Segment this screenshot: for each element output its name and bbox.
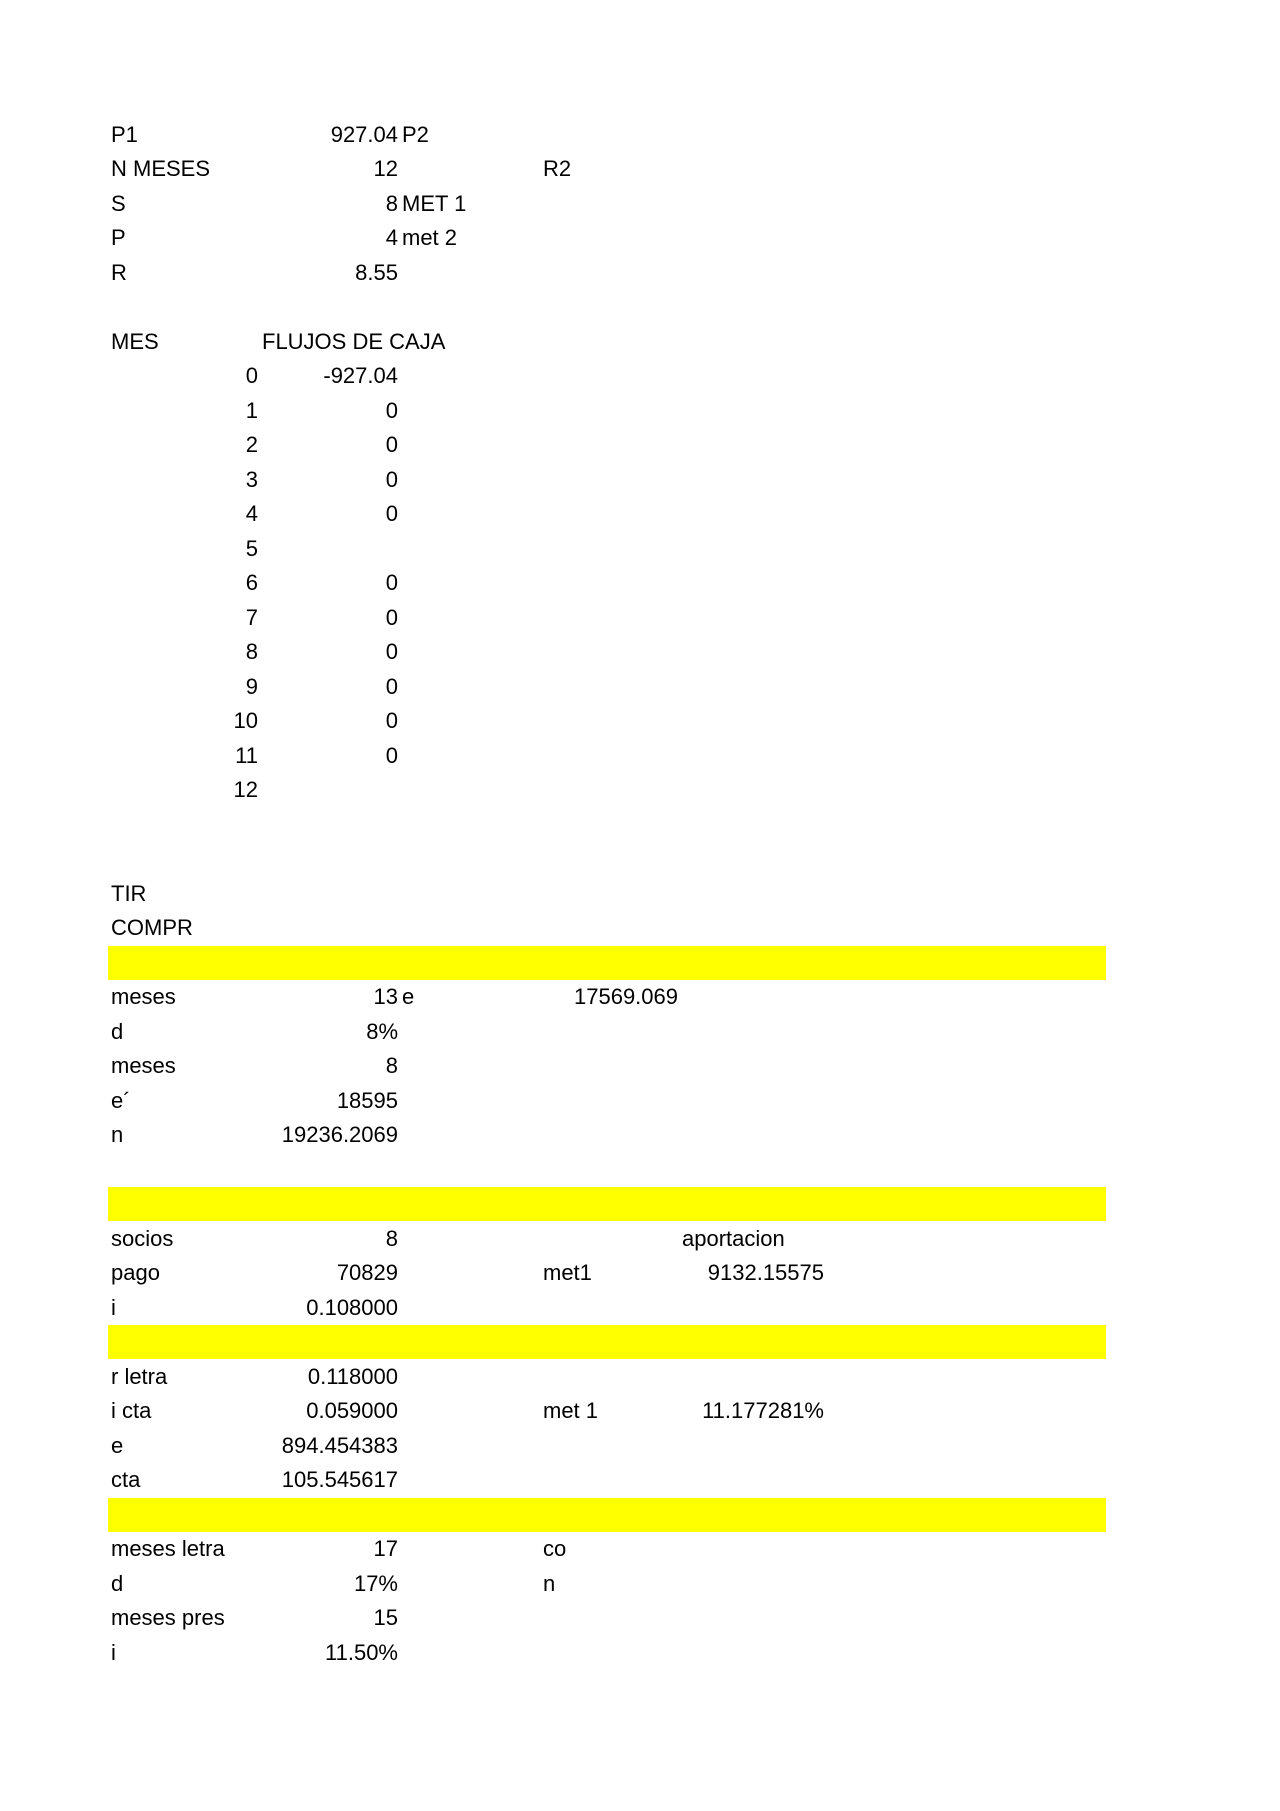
met-1-value[interactable]: 11.177281% (702, 1398, 824, 1423)
met1-label[interactable]: met1 (543, 1260, 592, 1285)
met1-header-label[interactable]: MET 1 (402, 191, 467, 216)
n-label[interactable]: n (111, 1122, 124, 1147)
mes-column-header[interactable]: MES (111, 329, 159, 354)
e-label[interactable]: e (111, 1433, 124, 1458)
i-cta-label[interactable]: i cta (111, 1398, 152, 1423)
n-value[interactable]: 19236.2069 (281, 1122, 398, 1147)
d-value[interactable]: 17% (353, 1571, 398, 1596)
mes-cell[interactable]: 9 (245, 674, 258, 699)
pago-value[interactable]: 70829 (336, 1260, 398, 1285)
flujos-column-header[interactable]: FLUJOS DE CAJA (262, 329, 446, 354)
e-value[interactable]: 894.454383 (281, 1433, 398, 1458)
flujo-cell[interactable] (262, 773, 398, 807)
highlight-row (108, 1325, 1106, 1359)
p-value[interactable]: 4 (385, 225, 398, 250)
e-prime-label[interactable]: e´ (111, 1088, 131, 1113)
i-cta-value[interactable]: 0.059000 (306, 1398, 398, 1423)
co-label[interactable]: co (543, 1536, 567, 1561)
flujo-cell[interactable]: -927.04 (323, 363, 398, 388)
met1-value[interactable]: 9132.15575 (707, 1260, 824, 1285)
aportacion-label[interactable]: aportacion (682, 1226, 785, 1251)
p1-value[interactable]: 927.04 (330, 122, 398, 147)
flujo-cell[interactable]: 0 (385, 432, 398, 457)
flujo-cell[interactable]: 0 (385, 639, 398, 664)
p-label[interactable]: P (111, 225, 126, 250)
mes-cell[interactable]: 10 (233, 708, 258, 733)
meses-value[interactable]: 13 (373, 984, 398, 1009)
d-label[interactable]: d (111, 1019, 124, 1044)
s-value[interactable]: 8 (385, 191, 398, 216)
met-1-label[interactable]: met 1 (543, 1398, 599, 1423)
r-label[interactable]: R (111, 260, 127, 285)
mes-cell[interactable]: 7 (245, 605, 258, 630)
socios-label[interactable]: socios (111, 1226, 174, 1251)
cta-value[interactable]: 105.545617 (281, 1467, 398, 1492)
flujo-cell[interactable]: 0 (385, 467, 398, 492)
meses-letra-label[interactable]: meses letra (111, 1536, 225, 1561)
cta-label[interactable]: cta (111, 1467, 141, 1492)
pago-label[interactable]: pago (111, 1260, 160, 1285)
highlight-row (108, 946, 1106, 980)
highlight-row (108, 1187, 1106, 1221)
mes-cell[interactable]: 8 (245, 639, 258, 664)
meses-pres-label[interactable]: meses pres (111, 1605, 225, 1630)
meses-letra-value[interactable]: 17 (373, 1536, 398, 1561)
mes-cell[interactable]: 3 (245, 467, 258, 492)
d-value[interactable]: 8% (366, 1019, 398, 1044)
n-label[interactable]: n (543, 1571, 556, 1596)
mes-cell[interactable]: 2 (245, 432, 258, 457)
p1-label[interactable]: P1 (111, 122, 138, 147)
flujo-cell[interactable]: 0 (385, 708, 398, 733)
meses-pres-value[interactable]: 15 (373, 1605, 398, 1630)
e-prime-value[interactable]: 18595 (336, 1088, 398, 1113)
mes-cell[interactable]: 4 (245, 501, 258, 526)
i-value[interactable]: 11.50% (325, 1640, 398, 1665)
mes-cell[interactable]: 1 (245, 398, 258, 423)
met2-header-label[interactable]: met 2 (402, 225, 458, 250)
r-value[interactable]: 8.55 (355, 260, 398, 285)
meses-label[interactable]: meses (111, 984, 176, 1009)
e-label[interactable]: e (402, 984, 415, 1009)
flujo-cell[interactable]: 0 (385, 605, 398, 630)
i-value[interactable]: 0.108000 (306, 1295, 398, 1320)
meses-2-value[interactable]: 8 (385, 1053, 398, 1078)
flujo-cell[interactable]: 0 (385, 570, 398, 595)
tir-label[interactable]: TIR (111, 881, 147, 906)
mes-cell[interactable]: 5 (245, 536, 258, 561)
n-meses-label[interactable]: N MESES (111, 156, 211, 181)
p2-label[interactable]: P2 (402, 122, 429, 147)
s-label[interactable]: S (111, 191, 126, 216)
flujo-cell[interactable]: 0 (385, 674, 398, 699)
n-meses-value[interactable]: 12 (373, 156, 398, 181)
flujo-cell[interactable] (262, 532, 398, 566)
socios-value[interactable]: 8 (385, 1226, 398, 1251)
meses-2-label[interactable]: meses (111, 1053, 176, 1078)
flujo-cell[interactable]: 0 (385, 501, 398, 526)
i-label[interactable]: i (111, 1640, 116, 1665)
mes-cell[interactable]: 0 (245, 363, 258, 388)
mes-cell[interactable]: 12 (233, 777, 258, 802)
r2-label[interactable]: R2 (543, 156, 572, 181)
r-letra-value[interactable]: 0.118000 (307, 1364, 398, 1389)
mes-cell[interactable]: 11 (235, 743, 258, 768)
e-value[interactable]: 17569.069 (574, 984, 678, 1009)
highlight-row (108, 1498, 1106, 1532)
flujo-cell[interactable]: 0 (385, 743, 398, 768)
d-label[interactable]: d (111, 1571, 124, 1596)
flujo-cell[interactable]: 0 (385, 398, 398, 423)
r-letra-label[interactable]: r letra (111, 1364, 168, 1389)
compr-label[interactable]: COMPR (111, 915, 193, 940)
i-label[interactable]: i (111, 1295, 116, 1320)
mes-cell[interactable]: 6 (245, 570, 258, 595)
